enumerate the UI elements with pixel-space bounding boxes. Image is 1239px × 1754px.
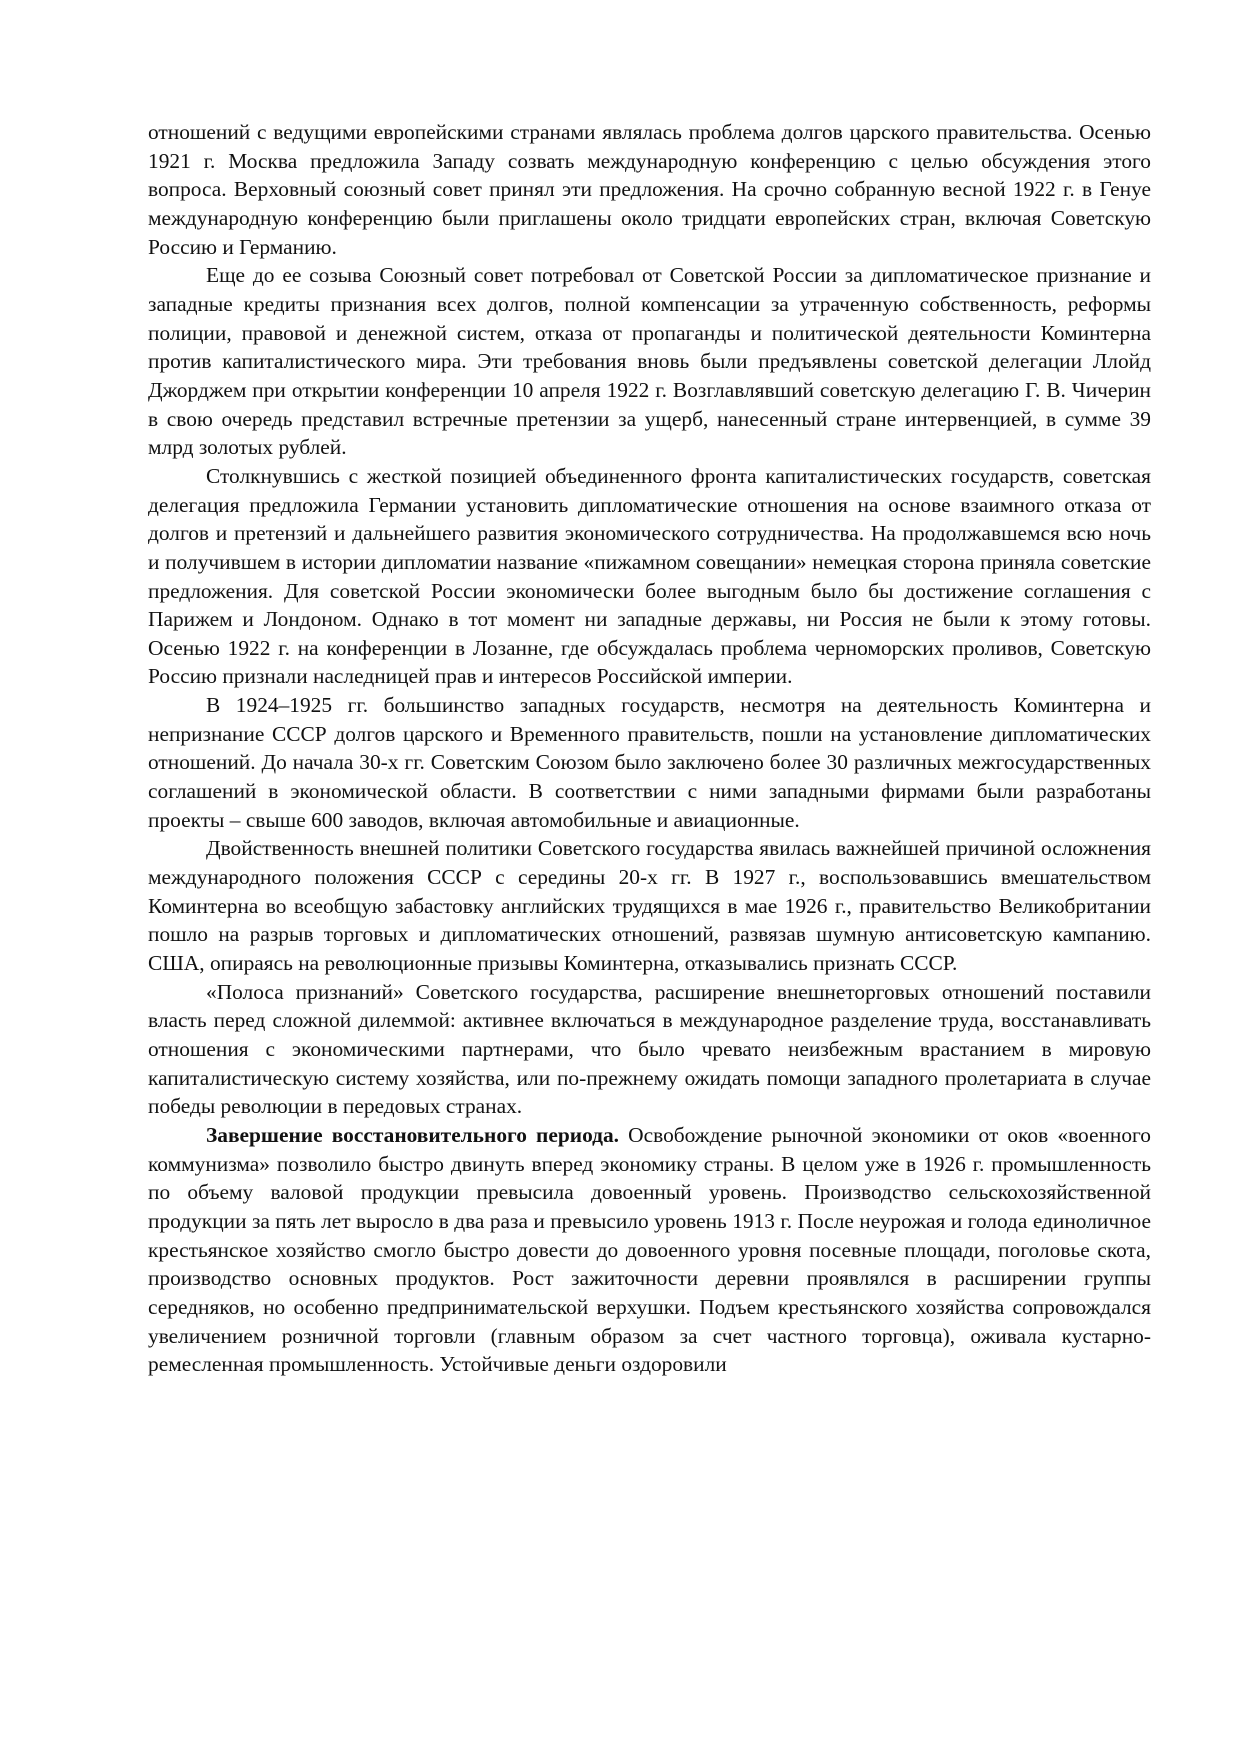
paragraph-7	[148, 1121, 1151, 1379]
document-page	[148, 118, 1151, 1379]
paragraph-5: Двойственность внешней политики Советского государства явилась важнейшей причиной осложнения международного положения СССР с середины 20-х гг. В 1927 г., воспользовавшись вмешательством Коминтерна во всеобщую забастовку английских трудящихся в мае 1926 г., правительство Великобритании пошло на разрыв торговых и дипломатических отношений, развязав шумную антисоветскую кампанию. США, опираясь на революционные призывы Коминтерна, отказывались признать СССР.	[148, 836, 1151, 976]
paragraph-4: В 1924–1925 гг. большинство западных государств, несмотря на деятельность Коминтерна и непризнание СССР долгов царского и Временного правительств, пошли на установление дипломатических отношений. До начала 30-х гг. Советским Союзом было заключено более 30 различных межгосударственных соглашений в экономической области. В соответствии с ними западными фирмами были разработаны проекты – свыше 600 заводов, включая автомобильные и авиационные.	[148, 693, 1151, 832]
paragraph-6: «Полоса признаний» Советского государства, расширение внешнеторговых отношений поставили власть перед сложной дилеммой: активнее включаться в международное разделение труда, восстанавливать отношения с экономическими партнерами, что было чревато неизбежным врастанием в мировую капиталистическую систему хозяйства, или по-прежнему ожидать помощи западного пролетариата в случае победы революции в передовых странах.	[148, 979, 1151, 1119]
paragraph-3: Столкнувшись с жесткой позицией объединенного фронта капиталистических государств, советская делегация предложила Германии установить дипломатические отношения на основе взаимного отказа от долгов и претензий и дальнейшего развития экономического сотрудничества. На продолжавшемся всю ночь и получившем в истории дипломатии название «пижамном совещании» немецкая сторона приняла советские предложения. Для советской России экономически более выгодным было бы достижение соглашения с Парижем и Лондоном. Однако в тот момент ни западные державы, ни Россия не были к этому готовы. Осенью 1922 г. на конференции в Лозанне, где обсуждалась проблема черноморских проливов, Советскую Россию признали наследницей прав и интересов Российской империи.	[148, 463, 1151, 689]
paragraph-7-text: Освобождение рыночной экономики от оков «военного коммунизма» позволило быстро двинуть вперед экономику страны. В целом уже в 1926 г. промышленность по объему валовой продукции превысила довоенный уровень. Производство сельскохозяйственной продукции за пять лет выросло в два раза и превысило уровень 1913 г. После неурожая и голода единоличное крестьянское хозяйство смогло быстро довести до довоенного уровня посевные площади, поголовье скота, производство основных продуктов. Рост зажиточности деревни проявлялся в расширении группы середняков, но особенно предпринимательской верхушки. Подъем крестьянского хозяйства сопровождался увеличением розничной торговли (главным образом за счет частного торговца), оживала кустарно-ремесленная промышленность. Устойчивые деньги оздоровили	[148, 1122, 1151, 1377]
paragraph-2: Еще до ее созыва Союзный совет потребовал от Советской России за дипломатическое признание и западные кредиты признания всех долгов, полной компенсации за утраченную собственность, реформы полиции, правовой и денежной систем, отказа от пропаганды и политической деятельности Коминтерна против капиталистического мира. Эти требования вновь были предъявлены советской делегации Ллойд Джорджем при открытии конференции 10 апреля 1922 г. Возглавлявший советскую делегацию Г. В. Чичерин в свою очередь представил встречные претензии за ущерб, нанесенный стране интервенцией, в сумме 39 млрд золотых рублей.	[148, 263, 1151, 460]
section-heading: Завершение восстановительного периода.	[206, 1122, 620, 1147]
paragraph-1: отношений с ведущими европейскими странами являлась проблема долгов царского правительства. Осенью 1921 г. Москва предложила Западу созвать международную конференцию с целью обсуждения этого вопроса. Верховный союзный совет принял эти предложения. На срочно собранную весной 1922 г. в Генуе международную конференцию были приглашены около тридцати европейских стран, включая Советскую Россию и Германию.	[148, 120, 1151, 259]
